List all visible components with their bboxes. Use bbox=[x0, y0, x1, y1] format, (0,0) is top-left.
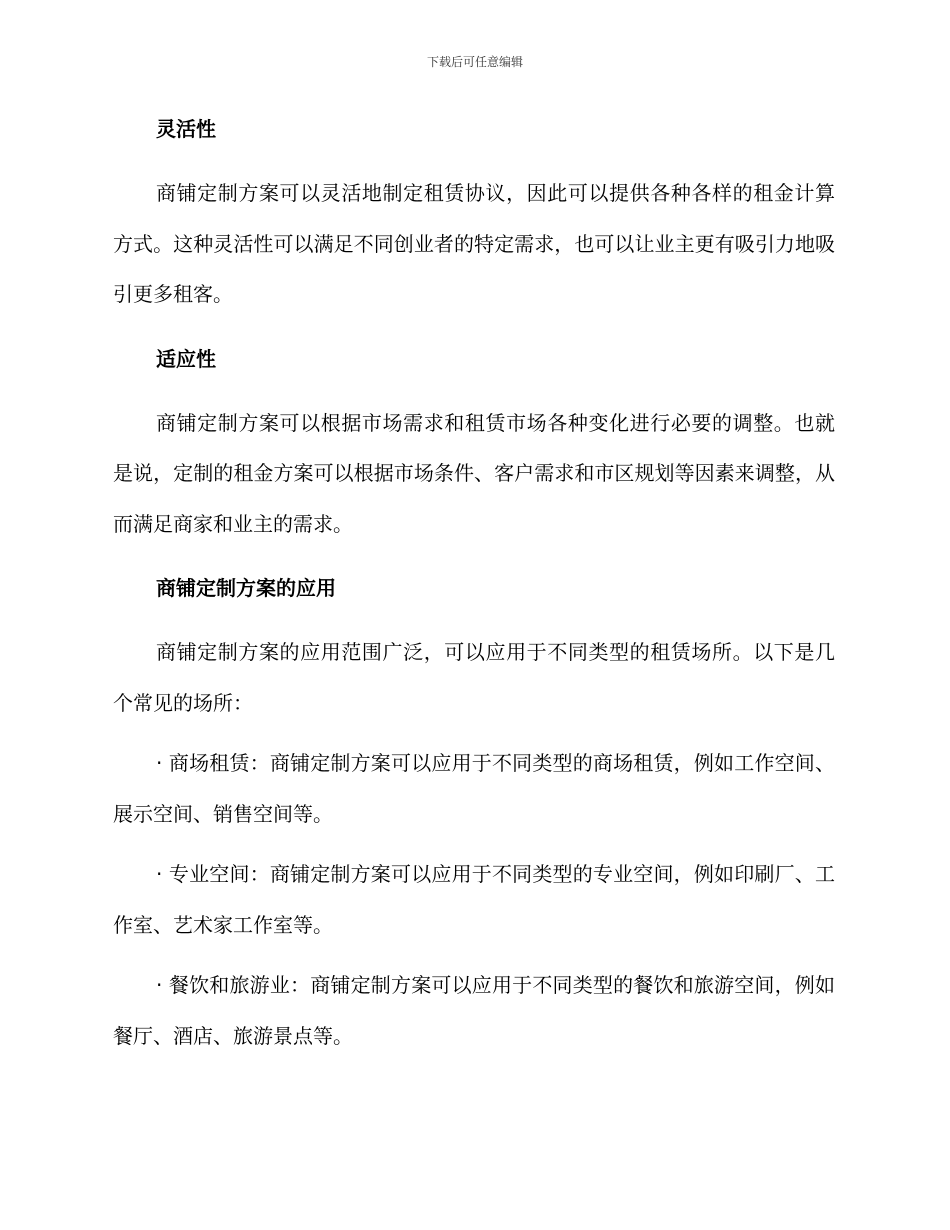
list-item-catering-tourism: · 餐饮和旅游业：商铺定制方案可以应用于不同类型的餐饮和旅游空间，例如餐厅、酒店、旅游景点等。 bbox=[113, 973, 835, 1048]
section-applications bbox=[113, 569, 835, 1061]
section-heading: 商铺定制方案的应用 bbox=[156, 576, 336, 600]
list-item-professional-space: · 专业空间：商铺定制方案可以应用于不同类型的专业空间，例如印刷厂、工作室、艺术家工作室等。 bbox=[113, 862, 835, 937]
section-heading: 适应性 bbox=[156, 346, 216, 371]
document-body bbox=[113, 110, 835, 1061]
paragraph: 商铺定制方案的应用范围广泛，可以应用于不同类型的租赁场所。以下是几个常见的场所： bbox=[113, 640, 835, 715]
section-adaptability bbox=[113, 340, 835, 550]
section-heading: 灵活性 bbox=[156, 117, 216, 141]
paragraph: 商铺定制方案可以根据市场需求和租赁市场各种变化进行必要的调整。也就是说，定制的租金方案可以根据市场条件、客户需求和市区规划等因素来调整，从而满足商家和业主的需求。 bbox=[113, 410, 835, 536]
paragraph: 商铺定制方案可以灵活地制定租赁协议，因此可以提供各种各样的租金计算方式。这种灵活性可以满足不同创业者的特定需求，也可以让业主更有吸引力地吸引更多租客。 bbox=[113, 181, 835, 306]
section-flexibility bbox=[113, 110, 835, 320]
list-item-mall-leasing: · 商场租赁：商铺定制方案可以应用于不同类型的商场租赁，例如工作空间、展示空间、销售空间等。 bbox=[113, 751, 835, 826]
page-header: 下载后可任意编辑 bbox=[426, 55, 523, 69]
